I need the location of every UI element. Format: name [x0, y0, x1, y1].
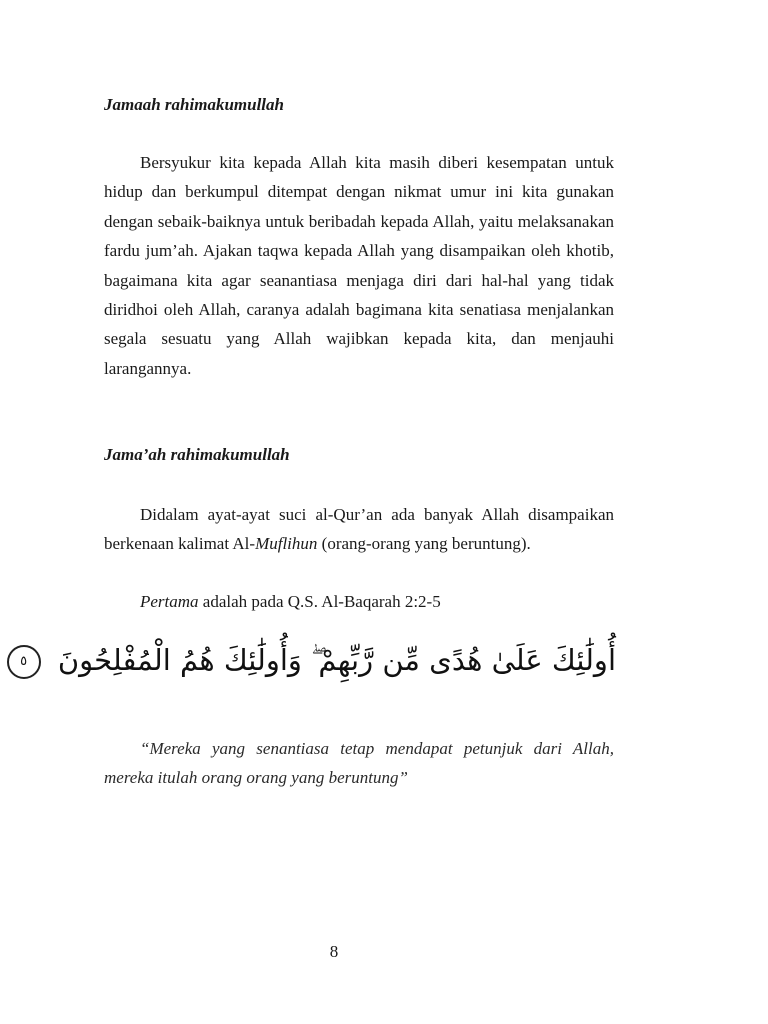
body-paragraph-1-text: Bersyukur kita kepada Allah kita masih diberi kesempatan untuk hidup dan berkumpul ditempat dengan nikmat umur ini kita gunakan dengan sebaik-baiknya untuk beribadah kepada Allah, yaitu melaksanakan fardu jum’ah. Ajakan taqwa kepada Allah yang disampaikan oleh khotib, bagaimana kita agar seanantiasa menjaga diri dari hal-hal yang tidak diridhoi oleh Allah, caranya adalah bagimana kita senatiasa menjalankan segala sesuatu yang Allah wajibkan kepada kita, dan menjauhi larangannya. [104, 153, 614, 378]
body-paragraph-2-end: (orang-orang yang beruntung). [317, 534, 531, 554]
first-reference: adalah pada Q.S. Al-Baqarah 2:2-5 [198, 592, 441, 611]
quran-verse [20, 630, 616, 690]
first-reference-line [140, 587, 441, 616]
term-muflihun: Muflihun [255, 534, 318, 554]
ayah-number-mark: ٥ [7, 645, 41, 679]
section-heading-1: Jamaah rahimakumullah [104, 95, 284, 114]
document-page [20, 0, 616, 1024]
body-paragraph-2 [104, 500, 614, 559]
arabic-verse-text: أُولَٰئِكَ عَلَىٰ هُدًى مِّن رَّبِّهِمْ ۖ وَأُولَٰئِكَ هُمُ الْمُفْلِحُونَ [57, 643, 616, 677]
verse-translation-text: “Mereka yang senantiasa tetap mendapat petunjuk dari Allah, mereka itulah orang orang yang beruntung” [104, 739, 614, 788]
body-paragraph-1 [104, 148, 614, 383]
first-label: Pertama [140, 592, 199, 611]
section-heading-2: Jama’ah rahimakumullah [104, 445, 290, 464]
page-number: 8 [329, 942, 339, 961]
verse-translation [104, 734, 614, 793]
body-paragraph-2-text: Didalam ayat-ayat suci al-Qur’an ada banyak Allah disampaikan berkenaan kalimat Al- [104, 505, 614, 554]
